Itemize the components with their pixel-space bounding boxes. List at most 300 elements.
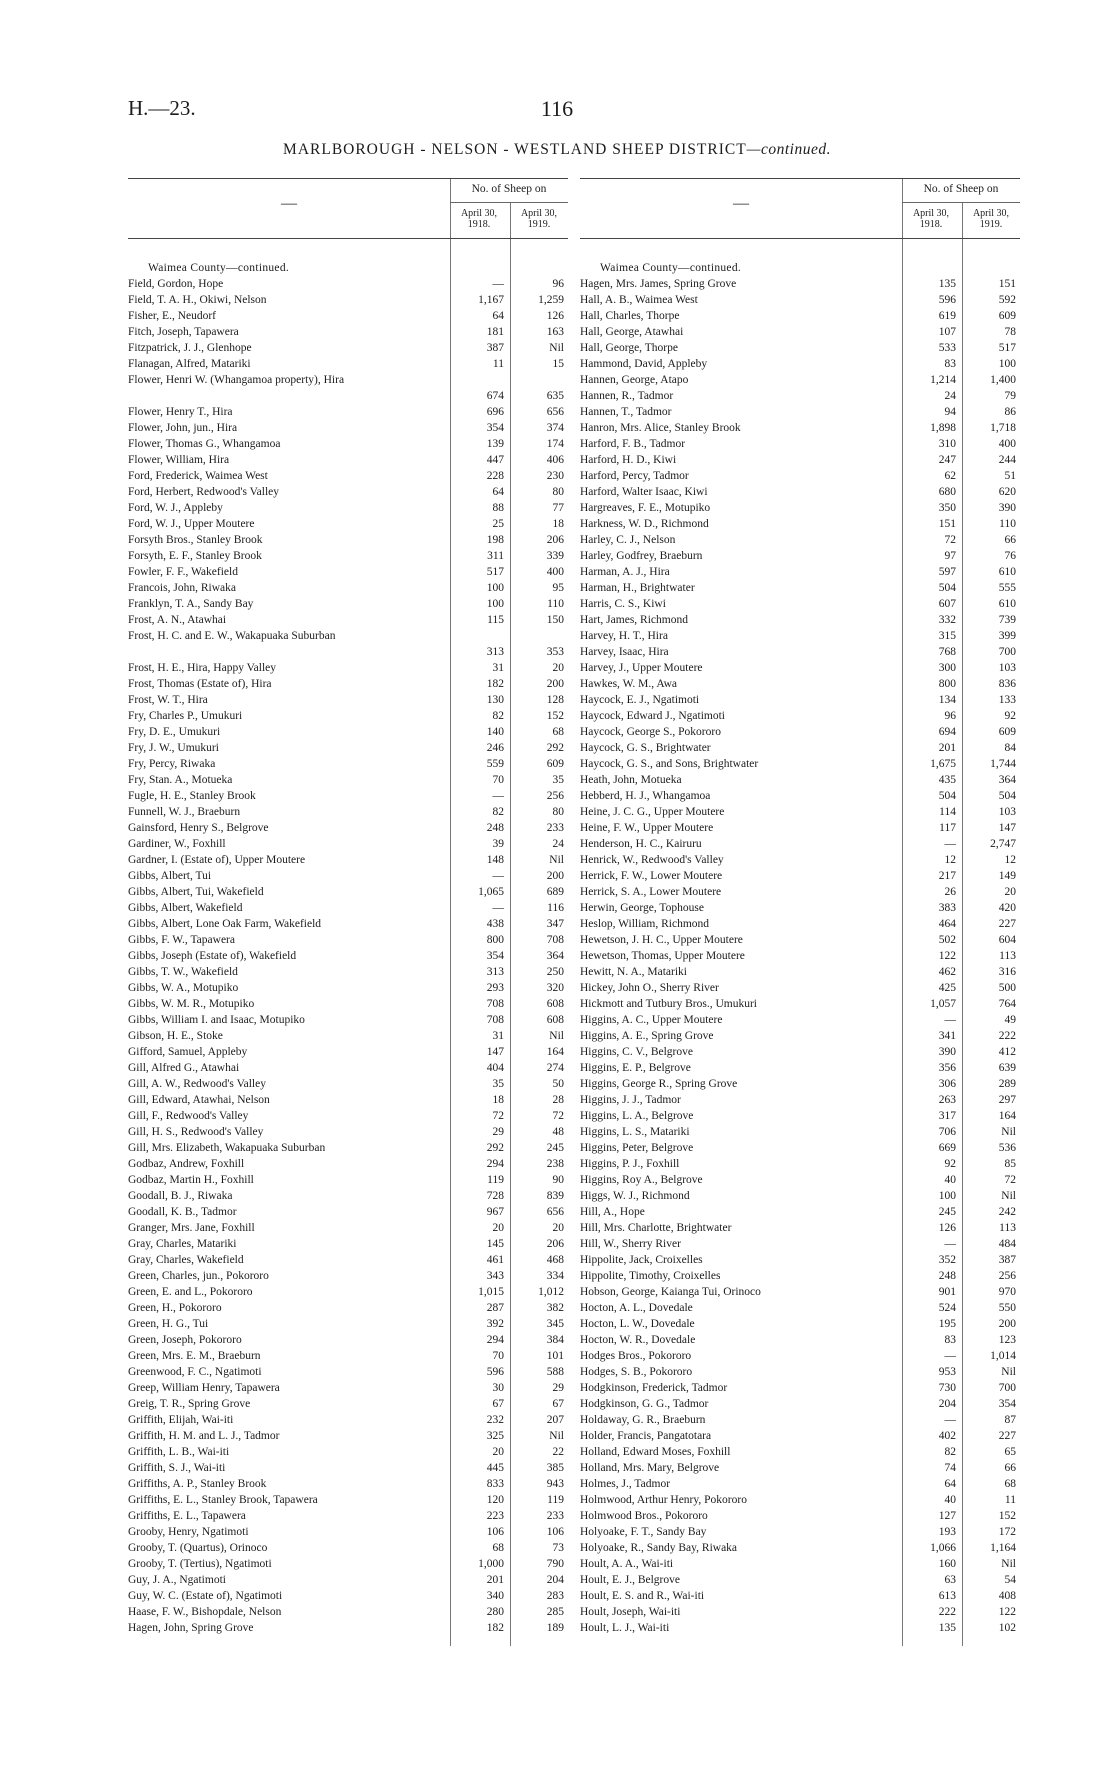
sheep-1919: 790 (546, 1558, 564, 1570)
sheep-1919: 22 (552, 1446, 564, 1458)
sheep-1918: 232 (486, 1414, 504, 1426)
table-row (580, 372, 1020, 388)
sheep-1919: 18 (552, 518, 564, 530)
entry-name: Gill, Alfred G., Atawhai (128, 1062, 240, 1074)
sheep-1918: — (944, 1014, 956, 1026)
sheep-1919: 250 (546, 966, 564, 978)
sheep-1919: 152 (546, 710, 564, 722)
entry-name: Holmes, J., Tadmor (580, 1478, 671, 1490)
sheep-1919: 244 (998, 454, 1016, 466)
sheep-1918: 115 (487, 614, 504, 626)
table-row (128, 1220, 568, 1236)
sheep-1919: 72 (552, 1110, 564, 1122)
sheep-1919: 110 (999, 518, 1016, 530)
entry-name: Griffiths, A. P., Stanley Brook (128, 1478, 267, 1490)
table-row (128, 1412, 568, 1428)
sheep-1918: 114 (939, 806, 956, 818)
sheep-1918: 100 (486, 582, 504, 594)
table-row (580, 404, 1020, 420)
sheep-1918: 694 (938, 726, 956, 738)
header-group-label: No. of Sheep on (923, 183, 999, 195)
table-row (128, 676, 568, 692)
table-row (580, 1108, 1020, 1124)
sheep-1919: 96 (552, 278, 564, 290)
entry-name: Higgins, L. A., Belgrove (580, 1110, 694, 1122)
sheep-1918: 504 (938, 790, 956, 802)
table-row (580, 596, 1020, 612)
entry-name: Higgins, Peter, Belgrove (580, 1142, 694, 1154)
sheep-1919: 238 (546, 1158, 564, 1170)
sheep-1918: 728 (486, 1190, 504, 1202)
entry-name: Gardner, I. (Estate of), Upper Moutere (128, 854, 306, 866)
sheep-1918: 464 (938, 918, 956, 930)
entry-name: Field, Gordon, Hope (128, 278, 224, 290)
sheep-1918: — (492, 278, 504, 290)
sheep-1918: 248 (486, 822, 504, 834)
sheep-1918: 833 (486, 1478, 504, 1490)
sheep-1918: 708 (486, 1014, 504, 1026)
sheep-1919: Nil (1001, 1190, 1016, 1202)
entry-name: Hickey, John O., Sherry River (580, 982, 719, 994)
table-row (128, 1348, 568, 1364)
sheep-1918: — (492, 790, 504, 802)
entry-name: Greig, T. R., Spring Grove (128, 1398, 251, 1410)
sheep-1919: 122 (998, 1606, 1016, 1618)
sheep-1918: 223 (486, 1510, 504, 1522)
entry-name: Fisher, E., Neudorf (128, 310, 217, 322)
table-row (580, 660, 1020, 676)
table-row (128, 1236, 568, 1252)
sheep-1919: 468 (546, 1254, 564, 1266)
table-row (128, 1060, 568, 1076)
table-row (128, 1268, 568, 1284)
sheep-1919: 635 (546, 390, 564, 402)
sheep-1919: 20 (552, 1222, 564, 1234)
table-row (128, 980, 568, 996)
sheep-1919: 504 (998, 790, 1016, 802)
entry-name: Haycock, G. S., and Sons, Brightwater (580, 758, 759, 770)
table-row (128, 1492, 568, 1508)
sheep-1918: 83 (944, 1334, 956, 1346)
entry-name: Hannen, R., Tadmor (580, 390, 674, 402)
entry-name: Gibbs, Albert, Tui (128, 870, 212, 882)
entry-name: Holmwood Bros., Pokororo (580, 1510, 708, 1522)
sheep-1918: 24 (944, 390, 956, 402)
sheep-1918: 140 (486, 726, 504, 738)
entry-name: Griffiths, E. L., Tapawera (128, 1510, 246, 1522)
sheep-1918: 619 (938, 310, 956, 322)
sheep-1919: 739 (998, 614, 1016, 626)
sheep-1918: 201 (938, 742, 956, 754)
entry-name: Higgins, L. S., Matariki (580, 1126, 690, 1138)
entry-name: Higgins, P. J., Foxhill (580, 1158, 680, 1170)
sheep-1919: 708 (546, 934, 564, 946)
table-row (128, 996, 568, 1012)
sheep-1918: 293 (486, 982, 504, 994)
table-row (128, 1156, 568, 1172)
table-row (580, 1044, 1020, 1060)
sheep-1919: 227 (998, 918, 1016, 930)
sheep-1918: 392 (486, 1318, 504, 1330)
entry-name: Goodall, B. J., Riwaka (128, 1190, 233, 1202)
sheep-1918: 151 (938, 518, 956, 530)
sheep-1919: 103 (998, 806, 1016, 818)
entry-name: Hoult, Joseph, Wai-iti (580, 1606, 681, 1618)
table-row (128, 1188, 568, 1204)
table-row (128, 1444, 568, 1460)
entry-name: Hall, A. B., Waimea West (580, 294, 698, 306)
sheep-1918: 117 (939, 822, 956, 834)
sheep-1919: 24 (552, 838, 564, 850)
sheep-1918: 30 (492, 1382, 504, 1394)
sheep-1918: 356 (938, 1062, 956, 1074)
table-row (580, 996, 1020, 1012)
entry-name: Heslop, William, Richmond (580, 918, 710, 930)
sheep-1919: 700 (998, 1382, 1016, 1394)
entry-name: Hall, George, Atawhai (580, 326, 684, 338)
county-heading: Waimea County—continued. (600, 262, 742, 274)
sheep-1918: 383 (938, 902, 956, 914)
sheep-1919: 84 (1004, 742, 1016, 754)
entry-name: Harman, H., Brightwater (580, 582, 695, 594)
sheep-1918: 222 (938, 1606, 956, 1618)
sheep-1919: 536 (998, 1142, 1016, 1154)
sheep-1918: 29 (492, 1126, 504, 1138)
sheep-1919: 408 (998, 1590, 1016, 1602)
sheep-1919: 639 (998, 1062, 1016, 1074)
entry-name: Fry, J. W., Umukuri (128, 742, 219, 754)
entry-name: Gill, Edward, Atawhai, Nelson (128, 1094, 270, 1106)
sheep-1918: 119 (487, 1174, 504, 1186)
sheep-1918: 354 (486, 422, 504, 434)
table-row (580, 276, 1020, 292)
sheep-1919: 174 (546, 438, 564, 450)
sheep-1919: 73 (552, 1542, 564, 1554)
county-heading: Waimea County—continued. (148, 262, 290, 274)
entry-name: Haase, F. W., Bishopdale, Nelson (128, 1606, 282, 1618)
entry-name: Hawkes, W. M., Awa (580, 678, 678, 690)
sheep-1919: 20 (1004, 886, 1016, 898)
entry-name: Flower, Henry T., Hira (128, 406, 233, 418)
entry-name: Fowler, F. F., Wakefield (128, 566, 238, 578)
sheep-1919: 102 (998, 1622, 1016, 1634)
table-row (128, 1092, 568, 1108)
table-row (128, 292, 568, 308)
entry-name: Harkness, W. D., Richmond (580, 518, 709, 530)
sheep-1918: 669 (938, 1142, 956, 1154)
sheep-1919: 400 (998, 438, 1016, 450)
sheep-1918: 435 (938, 774, 956, 786)
entry-name: Harris, C. S., Kiwi (580, 598, 666, 610)
table-row (128, 852, 568, 868)
table-body (128, 276, 568, 1636)
sheep-1918: 94 (944, 406, 956, 418)
sheep-1918: 502 (938, 934, 956, 946)
sheep-1919: 608 (546, 998, 564, 1010)
entry-name: Gibbs, F. W., Tapawera (128, 934, 235, 946)
sheep-1918: 64 (944, 1478, 956, 1490)
table-row (580, 1588, 1020, 1604)
table-row (128, 900, 568, 916)
sheep-1919: 320 (546, 982, 564, 994)
entry-name: Hewetson, Thomas, Upper Moutere (580, 950, 745, 962)
entry-name: Hippolite, Timothy, Croixelles (580, 1270, 721, 1282)
sheep-1919: 68 (1004, 1478, 1016, 1490)
entry-name: Harvey, J., Upper Moutere (580, 662, 703, 674)
entry-name: Griffiths, E. L., Stanley Brook, Tapawera (128, 1494, 318, 1506)
table-row (580, 980, 1020, 996)
header-col-1918: April 30, 1918. (912, 208, 950, 230)
page-title-continued: —continued. (746, 141, 831, 158)
sheep-1919: 588 (546, 1366, 564, 1378)
sheep-1918: 63 (944, 1574, 956, 1586)
sheep-1918: 62 (944, 470, 956, 482)
sheep-1918: 217 (938, 870, 956, 882)
sheep-1919: 113 (999, 1222, 1016, 1234)
sheep-1918: 122 (938, 950, 956, 962)
sheep-1918: 425 (938, 982, 956, 994)
table-row (580, 868, 1020, 884)
table-row (128, 804, 568, 820)
sheep-1918: 1,065 (478, 886, 504, 898)
sheep-1919: 839 (546, 1190, 564, 1202)
sheep-1918: 126 (938, 1222, 956, 1234)
table-header (128, 178, 568, 240)
sheep-1919: 48 (552, 1126, 564, 1138)
sheep-1918: 967 (486, 1206, 504, 1218)
sheep-1918: 31 (492, 662, 504, 674)
sheep-1918: 354 (486, 950, 504, 962)
sheep-1919: 609 (546, 758, 564, 770)
entry-name: Haycock, G. S., Brightwater (580, 742, 711, 754)
entry-name: Ford, W. J., Appleby (128, 502, 223, 514)
sheep-1918: 517 (486, 566, 504, 578)
sheep-1918: 596 (938, 294, 956, 306)
table-row (580, 628, 1020, 644)
sheep-1919: 12 (1004, 854, 1016, 866)
table-row (128, 740, 568, 756)
table-row (128, 532, 568, 548)
table-row (128, 420, 568, 436)
entry-name: Guy, J. A., Ngatimoti (128, 1574, 226, 1586)
sheep-1919: 610 (998, 598, 1016, 610)
table-body (580, 276, 1020, 1636)
sheep-1918: 148 (486, 854, 504, 866)
sheep-1919: 399 (998, 630, 1016, 642)
sheep-1918: 294 (486, 1158, 504, 1170)
table-row (128, 820, 568, 836)
sheep-1918: 96 (944, 710, 956, 722)
sheep-1918: 88 (492, 502, 504, 514)
table-row (580, 1396, 1020, 1412)
entry-name: Green, H., Pokororo (128, 1302, 222, 1314)
sheep-1918: 730 (938, 1382, 956, 1394)
entry-name: Hodgkinson, G. G., Tadmor (580, 1398, 709, 1410)
sheep-1919: Nil (549, 342, 564, 354)
entry-name: Griffith, S. J., Wai-iti (128, 1462, 226, 1474)
table-row (128, 868, 568, 884)
entry-name: Ford, Frederick, Waimea West (128, 470, 268, 482)
page-title (0, 141, 1114, 159)
sheep-1919: 608 (546, 1014, 564, 1026)
table-row (128, 1316, 568, 1332)
table-row (580, 740, 1020, 756)
entry-name: Grooby, T. (Quartus), Orinoco (128, 1542, 268, 1554)
header-col-1919: April 30, 1919. (972, 208, 1010, 230)
entry-name: Hanron, Mrs. Alice, Stanley Brook (580, 422, 741, 434)
sheep-1919: 242 (998, 1206, 1016, 1218)
table-row (128, 884, 568, 900)
sheep-1918: 198 (486, 534, 504, 546)
table-row (580, 1348, 1020, 1364)
sheep-1919: 385 (546, 1462, 564, 1474)
sheep-1918: 352 (938, 1254, 956, 1266)
sheep-1919: 15 (552, 358, 564, 370)
sheep-1918: 696 (486, 406, 504, 418)
sheep-1919: 297 (998, 1094, 1016, 1106)
table-row (580, 820, 1020, 836)
table-row (580, 612, 1020, 628)
table-row (128, 356, 568, 372)
entry-name: Godbaz, Martin H., Foxhill (128, 1174, 254, 1186)
sheep-1919: 256 (546, 790, 564, 802)
sheep-1918: 193 (938, 1526, 956, 1538)
sheep-1918: 1,675 (930, 758, 956, 770)
sheep-1918: 204 (938, 1398, 956, 1410)
sheep-1918: 18 (492, 1094, 504, 1106)
sheep-1918: 11 (492, 358, 504, 370)
table-row (128, 1524, 568, 1540)
entry-name: Heine, F. W., Upper Moutere (580, 822, 714, 834)
table-row (128, 452, 568, 468)
sheep-1919: 50 (552, 1078, 564, 1090)
sheep-1919: 285 (546, 1606, 564, 1618)
entry-name: Holdaway, G. R., Braeburn (580, 1414, 706, 1426)
entry-name: Hart, James, Richmond (580, 614, 688, 626)
entry-name: Gibbs, Albert, Tui, Wakefield (128, 886, 264, 898)
entry-name: Hoult, L. J., Wai-iti (580, 1622, 670, 1634)
entry-name: Hannen, George, Atapo (580, 374, 689, 386)
sheep-1919: 92 (1004, 710, 1016, 722)
entry-name: Gray, Charles, Wakefield (128, 1254, 244, 1266)
table-row (128, 836, 568, 852)
sheep-1918: 68 (492, 1542, 504, 1554)
sheep-1918: 26 (944, 886, 956, 898)
entry-name: Harman, A. J., Hira (580, 566, 670, 578)
sheep-1918: 248 (938, 1270, 956, 1282)
sheep-1919: 230 (546, 470, 564, 482)
table-row (580, 916, 1020, 932)
sheep-1918: 135 (938, 1622, 956, 1634)
sheep-1919: 128 (546, 694, 564, 706)
entry-name: Francois, John, Riwaka (128, 582, 236, 594)
sheep-1919: 555 (998, 582, 1016, 594)
table-row (580, 1060, 1020, 1076)
table-row (128, 708, 568, 724)
sheep-1918: 404 (486, 1062, 504, 1074)
table-row (128, 1380, 568, 1396)
sheep-1919: 151 (998, 278, 1016, 290)
table-row (580, 356, 1020, 372)
sheep-1919: 334 (546, 1270, 564, 1282)
table-row (580, 1268, 1020, 1284)
sheep-1919: 164 (998, 1110, 1016, 1122)
sheep-1918: 313 (486, 646, 504, 658)
entry-name: Ford, W. J., Upper Moutere (128, 518, 255, 530)
sheep-1918: 287 (486, 1302, 504, 1314)
sheep-1918: 292 (486, 1142, 504, 1154)
sheep-1919: Nil (549, 1430, 564, 1442)
sheep-1918: 201 (486, 1574, 504, 1586)
table-row (580, 884, 1020, 900)
table-header (580, 178, 1020, 240)
table-row (128, 548, 568, 564)
table-row (580, 724, 1020, 740)
entry-name: Harvey, H. T., Hira (580, 630, 668, 642)
table-row (580, 1300, 1020, 1316)
sheep-1919: 384 (546, 1334, 564, 1346)
table-row (580, 1188, 1020, 1204)
sheep-1919: 119 (547, 1494, 564, 1506)
entry-name: Harford, H. D., Kiwi (580, 454, 677, 466)
entry-name: Hoult, E. J., Belgrove (580, 1574, 680, 1586)
table-row (128, 1396, 568, 1412)
sheep-1918: 82 (492, 806, 504, 818)
sheep-1918: 228 (486, 470, 504, 482)
sheep-1918: 596 (486, 1366, 504, 1378)
sheep-1918: 317 (938, 1110, 956, 1122)
sheep-1919: 68 (552, 726, 564, 738)
sheep-1919: 126 (546, 310, 564, 322)
sheep-1919: 207 (546, 1414, 564, 1426)
table-row (580, 340, 1020, 356)
entry-name: Frost, A. N., Atawhai (128, 614, 227, 626)
sheep-1918: 92 (944, 1158, 956, 1170)
sheep-1918: 139 (486, 438, 504, 450)
sheep-1918: 1,057 (930, 998, 956, 1010)
sheep-1919: 550 (998, 1302, 1016, 1314)
sheep-1918: 134 (938, 694, 956, 706)
entry-name: Higgins, J. J., Tadmor (580, 1094, 681, 1106)
entry-name: Henderson, H. C., Kairuru (580, 838, 702, 850)
sheep-1919: 484 (998, 1238, 1016, 1250)
sheep-1918: 182 (486, 1622, 504, 1634)
entry-name: Flower, Henri W. (Whangamoa property), Hira (128, 374, 345, 386)
sheep-1919: 172 (998, 1526, 1016, 1538)
sheep-1918: 768 (938, 646, 956, 658)
table-row (128, 1428, 568, 1444)
table-row (128, 660, 568, 676)
table-row (580, 388, 1020, 404)
sheep-1918: 402 (938, 1430, 956, 1442)
table-row (580, 756, 1020, 772)
entry-name: Granger, Mrs. Jane, Foxhill (128, 1222, 255, 1234)
entry-name: Henrick, W., Redwood's Valley (580, 854, 724, 866)
entry-name: Hocton, L. W., Dovedale (580, 1318, 695, 1330)
table-row (580, 1476, 1020, 1492)
sheep-1918: 246 (486, 742, 504, 754)
entry-name: Gibson, H. E., Stoke (128, 1030, 223, 1042)
entry-name: Herwin, George, Tophouse (580, 902, 704, 914)
entry-name: Hippolite, Jack, Croixelles (580, 1254, 703, 1266)
sheep-1919: 364 (998, 774, 1016, 786)
table-row (580, 1220, 1020, 1236)
sheep-1919: 28 (552, 1094, 564, 1106)
sheep-1918: 343 (486, 1270, 504, 1282)
entry-name: Fitzpatrick, J. J., Glenhope (128, 342, 252, 354)
entry-name: Grooby, Henry, Ngatimoti (128, 1526, 249, 1538)
entry-name: Heath, John, Motueka (580, 774, 682, 786)
